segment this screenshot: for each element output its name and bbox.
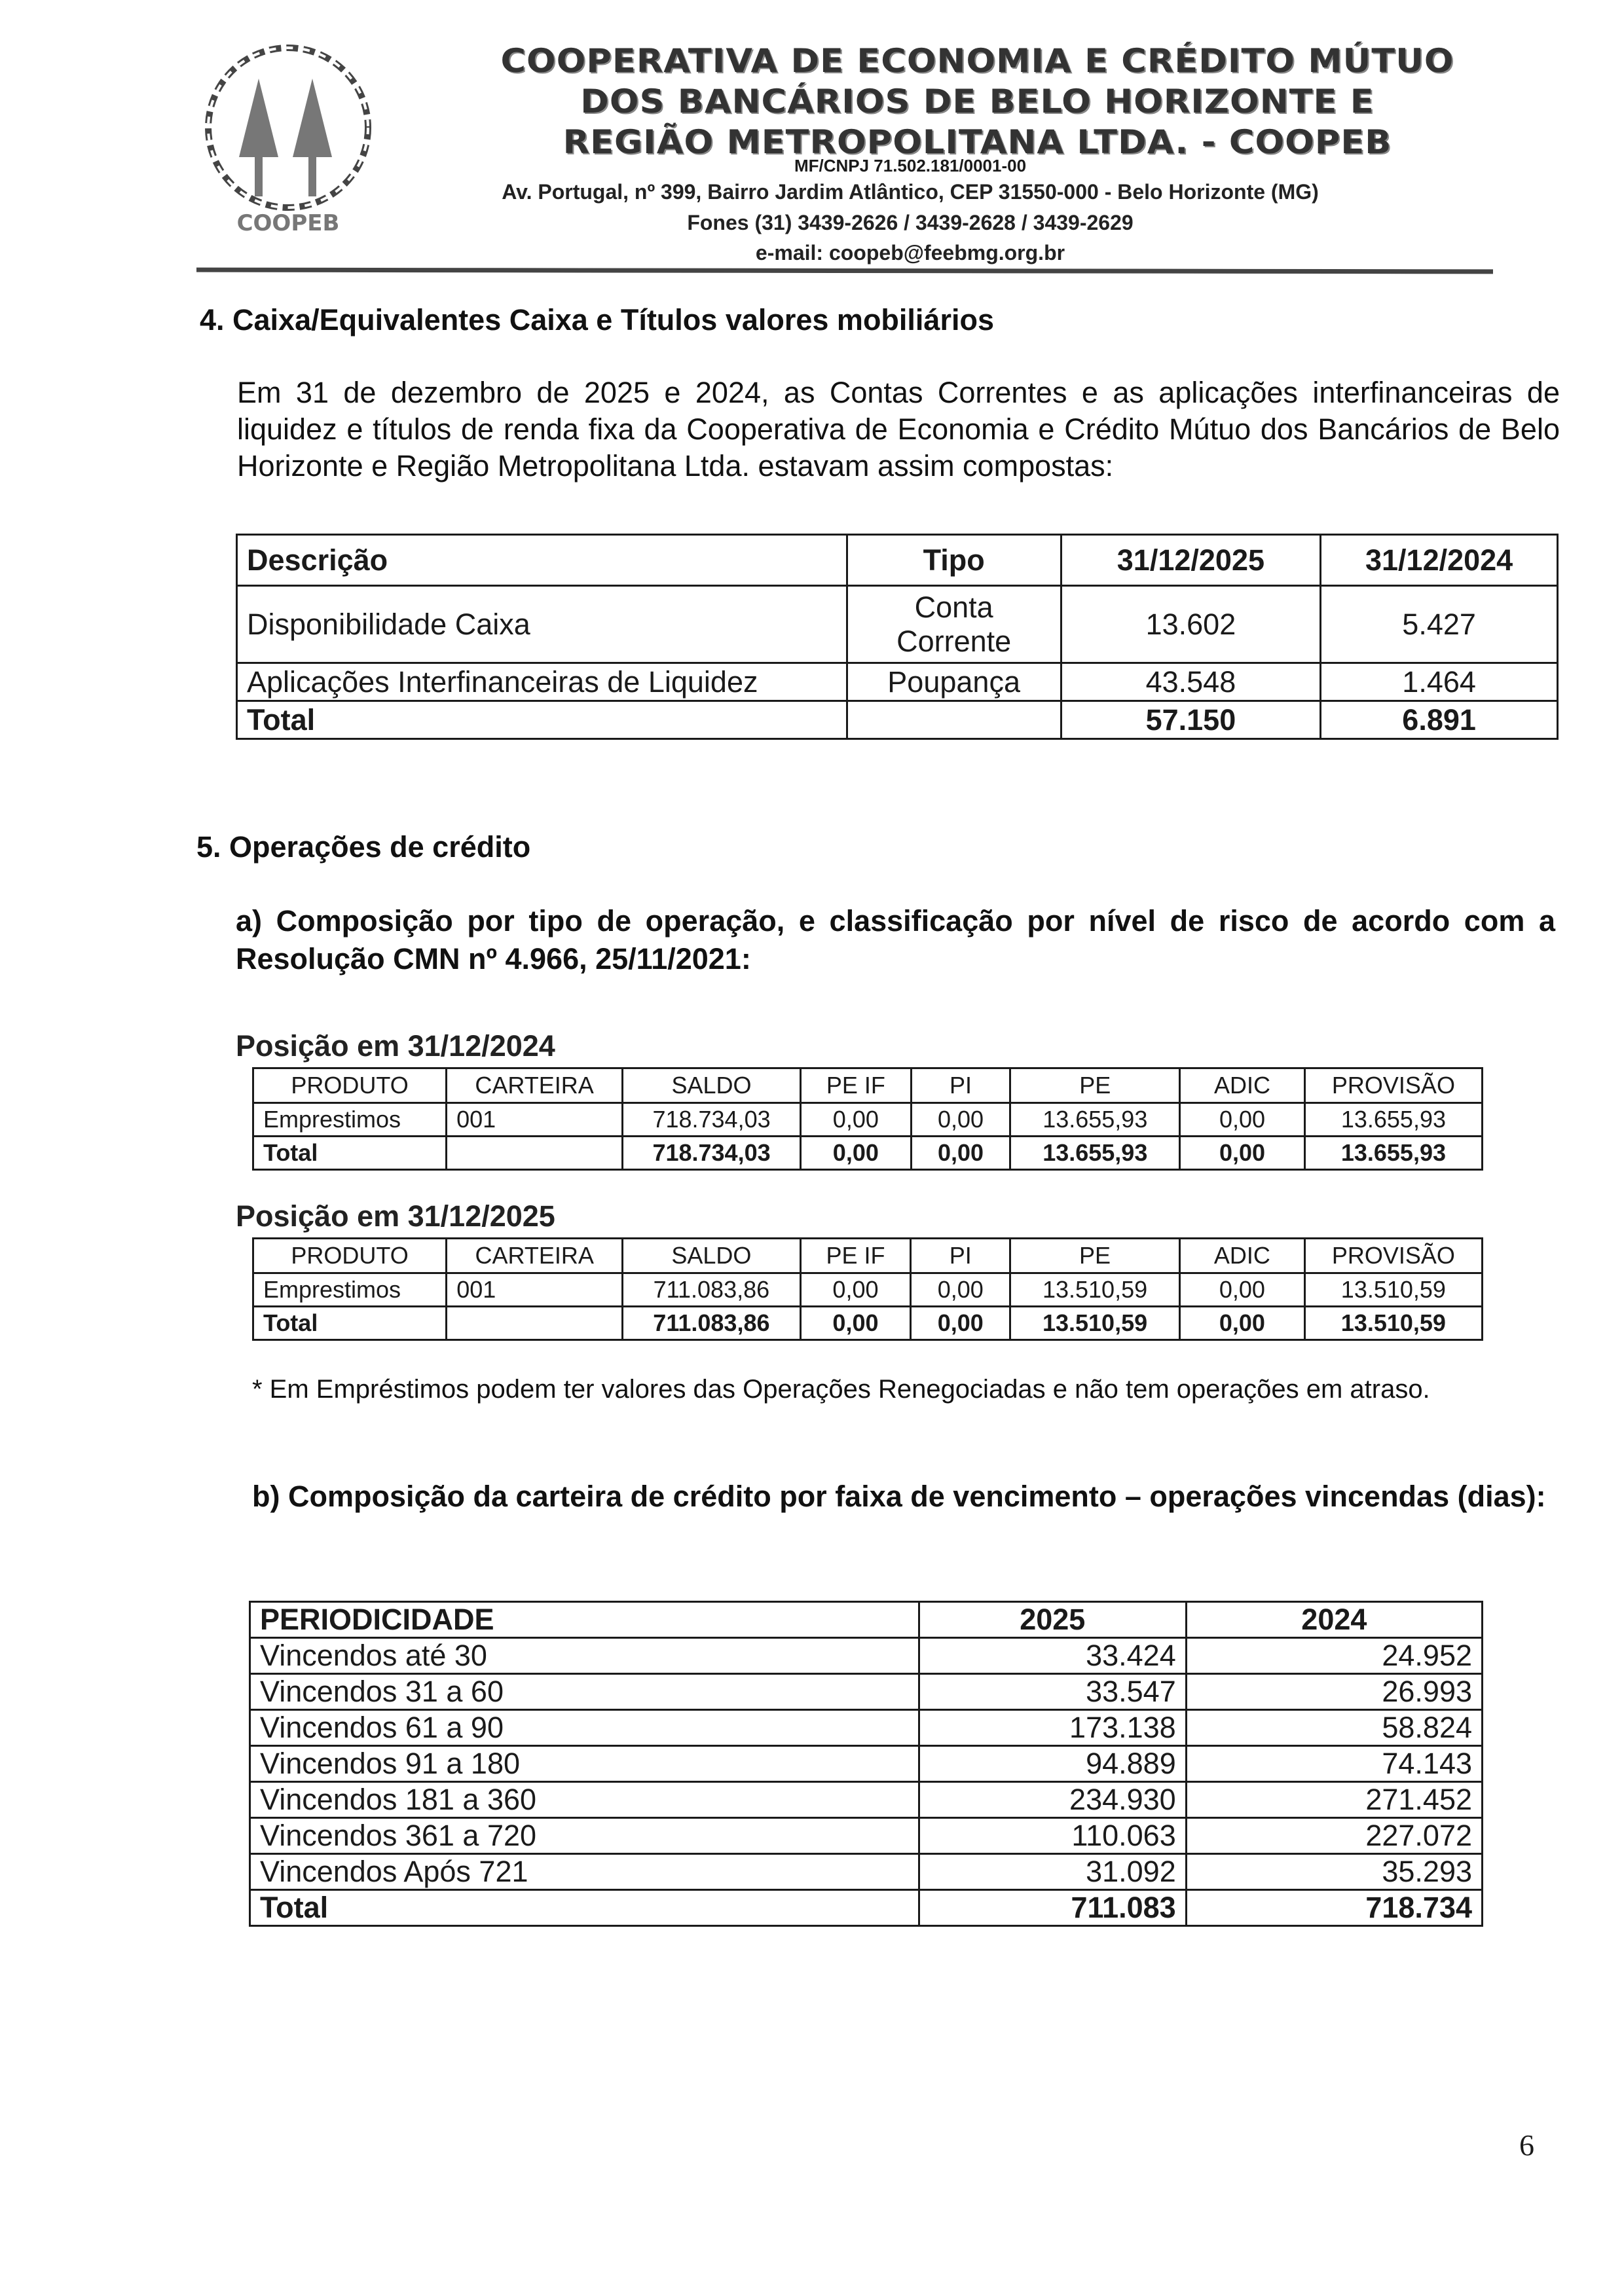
subsection-b-heading: b) Composição da carteira de crédito por faixa de vencimento – operações vincendas (dias): xyxy=(252,1480,1546,1513)
table-row: Vincendos 91 a 180 94.889 74.143 xyxy=(250,1746,1483,1782)
table-total-row: Total 57.150 6.891 xyxy=(237,701,1558,739)
svg-text:COOPEB: COOPEB xyxy=(236,210,340,236)
table-row: Vincendos 31 a 60 33.547 26.993 xyxy=(250,1674,1483,1710)
table-row: Disponibilidade Caixa Conta Corrente 13.602 5.427 xyxy=(237,586,1558,663)
table-header-row: PERIODICIDADE 2025 2024 xyxy=(250,1602,1483,1638)
address: Av. Portugal, nº 399, Bairro Jardim Atlântico, CEP 31550-000 - Belo Horizonte (MG) xyxy=(502,180,1319,204)
cash-equivalents-table xyxy=(236,534,1559,740)
subsection-a-heading: a) Composição por tipo de operação, e classificação por nível de risco de acordo com a Resolução CMN nº 4.966, 25/11/2021: xyxy=(236,904,1555,975)
email: e-mail: coopeb@feebmg.org.br xyxy=(755,241,1065,264)
table-row: Vincendos 181 a 360 234.930 271.452 xyxy=(250,1782,1483,1818)
maturity-table xyxy=(249,1601,1483,1927)
col-descricao: Descrição xyxy=(237,535,847,586)
credit-position-2025-table xyxy=(252,1237,1483,1341)
section-4-heading: 4. Caixa/Equivalentes Caixa e Títulos valores mobiliários xyxy=(200,303,994,337)
table-header-row: PRODUTO CARTEIRA SALDO PE IF PI PE ADIC PROVISÃO xyxy=(253,1239,1483,1273)
credit-position-2024-table xyxy=(252,1067,1483,1171)
section-5-heading: 5. Operações de crédito xyxy=(196,830,531,864)
col-tipo: Tipo xyxy=(847,535,1061,586)
org-line-1: COOPERATIVA DE ECONOMIA E CRÉDITO MÚTUO xyxy=(500,42,1454,80)
col-2024: 31/12/2024 xyxy=(1321,535,1558,586)
header-divider xyxy=(196,268,1493,274)
table-row: Vincendos 61 a 90 173.138 58.824 xyxy=(250,1710,1483,1746)
coopeb-logo xyxy=(196,39,380,236)
position-2025-title: Posição em 31/12/2025 xyxy=(236,1199,555,1233)
table-row: Vincendos Após 721 31.092 35.293 xyxy=(250,1854,1483,1890)
table-total-row: Total 711.083 718.734 xyxy=(250,1890,1483,1926)
table-row: Vincendos até 30 33.424 24.952 xyxy=(250,1638,1483,1674)
table-row: Emprestimos 001 718.734,03 0,00 0,00 13.655,93 0,00 13.655,93 xyxy=(253,1103,1483,1137)
page-number: 6 xyxy=(1519,2128,1534,2162)
table-total-row: Total 711.083,86 0,00 0,00 13.510,59 0,00 13.510,59 xyxy=(253,1307,1483,1340)
organization-name xyxy=(393,41,1562,162)
table-row: Vincendos 361 a 720 110.063 227.072 xyxy=(250,1818,1483,1854)
position-2024-title: Posição em 31/12/2024 xyxy=(236,1029,555,1063)
section-4-paragraph: Em 31 de dezembro de 2025 e 2024, as Contas Correntes e as aplicações interfinanceiras de liquidez e títulos de renda fixa da Cooperativa de Economia e Crédito Mútuo dos Bancários de Belo Horizonte e Região Metropolitana Ltda. estavam assim compostas: xyxy=(237,376,1560,483)
col-2025: 31/12/2025 xyxy=(1061,535,1321,586)
footnote: * Em Empréstimos podem ter valores das Operações Renegociadas e não tem operações em atraso. xyxy=(252,1375,1430,1404)
org-line-2: DOS BANCÁRIOS DE BELO HORIZONTE E xyxy=(580,82,1375,120)
table-row: Emprestimos 001 711.083,86 0,00 0,00 13.510,59 0,00 13.510,59 xyxy=(253,1273,1483,1307)
table-header-row xyxy=(237,535,1558,586)
table-row: Aplicações Interfinanceiras de Liquidez Poupança 43.548 1.464 xyxy=(237,663,1558,701)
chain-trees-icon xyxy=(196,39,380,236)
phones: Fones (31) 3439-2626 / 3439-2628 / 3439-2629 xyxy=(687,211,1134,234)
table-header-row: PRODUTO CARTEIRA SALDO PE IF PI PE ADIC PROVISÃO xyxy=(253,1068,1483,1103)
org-line-3: REGIÃO METROPOLITANA LTDA. - COOPEB xyxy=(563,123,1392,161)
cnpj: MF/CNPJ 71.502.181/0001-00 xyxy=(794,156,1027,175)
table-total-row: Total 718.734,03 0,00 0,00 13.655,93 0,00 13.655,93 xyxy=(253,1137,1483,1170)
